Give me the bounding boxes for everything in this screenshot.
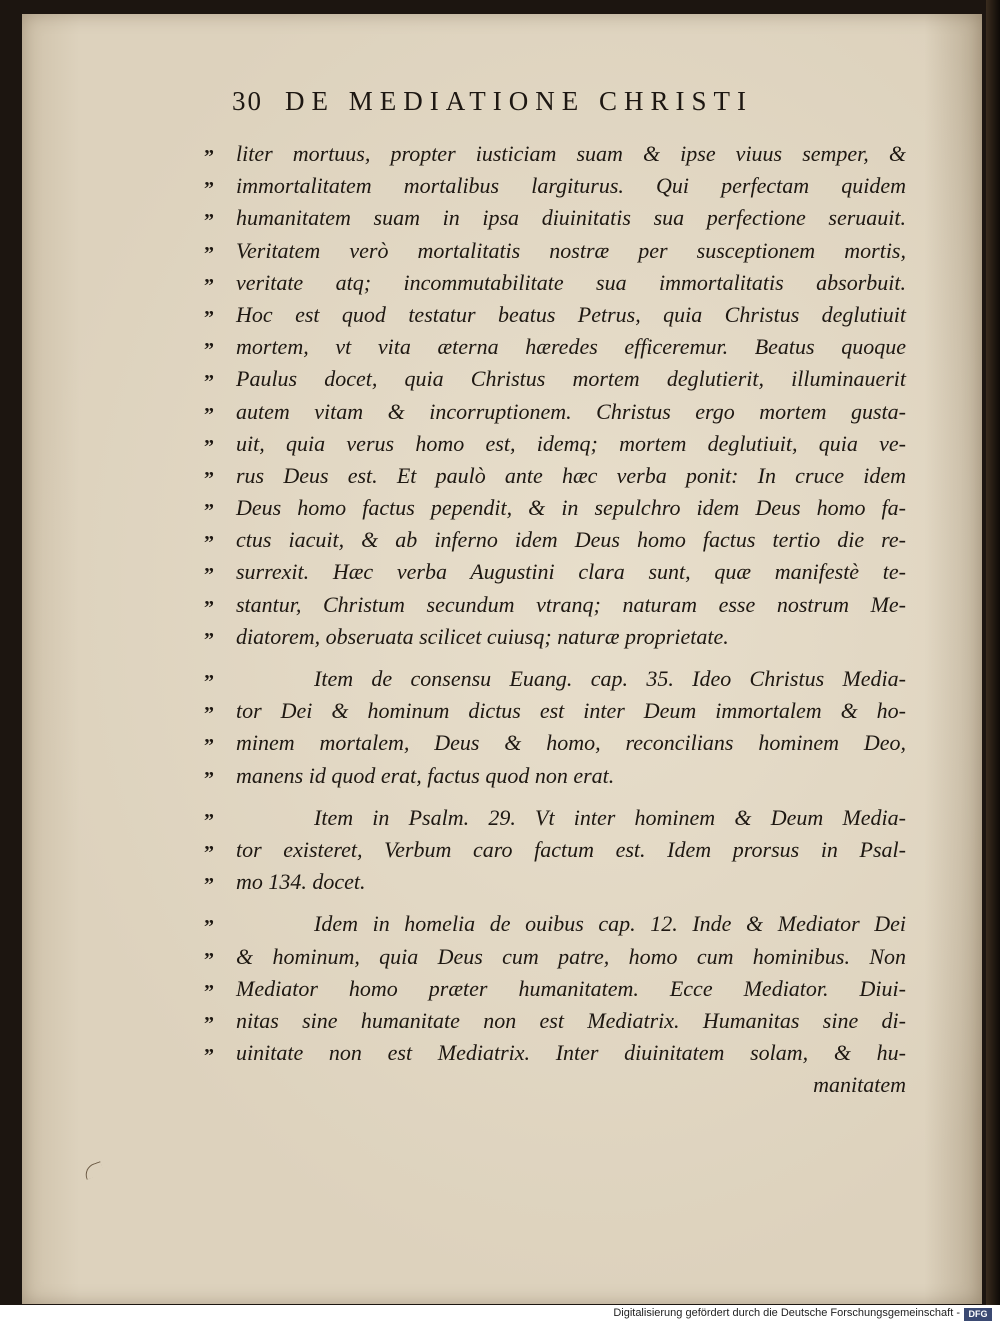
quote-mark: ” [204,628,214,651]
quote-mark: ” [204,1012,214,1035]
text-line: uit, quia verus homo est, idemq; mortem deglutiuit, quia ve- [236,430,906,456]
text-line: nitas sine humanitate non est Mediatrix. Humanitas sine di- [236,1007,906,1033]
body-text [236,138,906,1101]
text-line: tor Dei & hominum dictus est inter Deum immortalem & ho- [236,698,906,724]
paragraph-start-line: Item in Psalm. 29. Vt inter hominem & Deum Media- [314,804,906,830]
quote-mark: ” [204,767,214,790]
paragraph-start-line: Idem in homelia de ouibus cap. 12. Inde & Mediator Dei [314,911,906,937]
text-line: tor existeret, Verbum caro factum est. Idem prorsus in Psal- [236,836,906,862]
page-edge-shadow [986,0,1000,1305]
quote-mark: ” [204,178,214,201]
quote-mark: ” [204,1045,214,1068]
running-head [232,86,753,117]
text-line: minem mortalem, Deus & homo, reconcilians hominem Deo, [236,730,906,756]
quote-mark: ” [204,564,214,587]
quote-mark: ” [204,467,214,490]
quote-mark: ” [204,500,214,523]
text-line: Paulus docet, quia Christus mortem deglutierit, illuminauerit [236,366,906,392]
quote-mark: ” [204,948,214,971]
quote-mark: ” [204,735,214,758]
quote-mark: ” [204,210,214,233]
funding-credit: Digitalisierung gefördert durch die Deutsche Forschungsgemeinschaft - [613,1307,960,1319]
quote-mark: ” [204,371,214,394]
text-line: mo 134. docet. [236,869,366,895]
text-line: & hominum, quia Deus cum patre, homo cum hominibus. Non [236,943,906,969]
quote-mark: ” [204,146,214,168]
text-line: Hoc est quod testatur beatus Petrus, quia Christus deglutiuit [236,301,906,327]
text-line: uinitate non est Mediatrix. Inter diuinitatem solam, & hu- [236,1040,906,1066]
text-line: liter mortuus, propter iusticiam suam & ipse viuus semper, & [236,141,906,166]
dfg-logo: DFG [964,1308,992,1321]
quote-mark: ” [204,874,214,897]
text-line: Veritatem verò mortalitatis nostræ per susceptionem mortis, [236,237,906,263]
text-line: mortem, vt vita æterna hæredes efficeremur. Beatus quoque [236,334,906,360]
text-line: humanitatem suam in ipsa diuinitatis sua perfectione seruauit. [236,205,906,231]
text-line: autem vitam & incorruptionem. Christus ergo mortem gusta- [236,398,906,424]
quote-mark: ” [204,841,214,864]
quote-mark: ” [204,306,214,329]
text-line: surrexit. Hæc verba Augustini clara sunt, quæ manifestè te- [236,559,906,585]
quote-mark: ” [204,435,214,458]
quote-mark: ” [204,596,214,619]
quote-mark: ” [204,703,214,726]
quote-mark: ” [204,242,214,265]
paragraph-start-line: Item de consensu Euang. cap. 35. Ideo Christus Media- [314,666,906,691]
text-line: ctus iacuit, & ab inferno idem Deus homo factus tertio die re- [236,527,906,553]
quote-mark: ” [204,403,214,426]
text-line: manens id quod erat, factus quod non erat. [236,762,615,788]
text-line: immortalitatem mortalibus largiturus. Qui perfectam quidem [236,173,906,199]
page-number: 30 [232,86,263,116]
footer-bar [0,1305,1000,1325]
text-line: rus Deus est. Et paulò ante hæc verba ponit: In cruce idem [236,462,906,488]
quote-mark: ” [204,274,214,297]
quote-mark: ” [204,671,214,693]
quote-mark: ” [204,809,214,832]
quotation-marks-margin [204,138,234,1069]
text-line: diatorem, obseruata scilicet cuiusq; naturæ proprietate. [236,623,729,649]
catchword: manitatem [813,1072,906,1098]
text-line: Mediator homo præter humanitatem. Ecce Mediator. Diui- [236,975,906,1001]
quote-mark: ” [204,980,214,1003]
running-head-title: DE MEDIATIONE CHRISTI [285,86,753,116]
text-line: stantur, Christum secundum vtranq; naturam esse nostrum Me- [236,591,906,617]
quote-mark: ” [204,339,214,362]
text-line: Deus homo factus pependit, & in sepulchro idem Deus homo fa- [236,495,906,521]
page-mark-decoration [82,1161,104,1180]
quote-mark: ” [204,916,214,939]
text-line: veritate atq; incommutabilitate sua immortalitatis absorbuit. [236,269,906,295]
quote-mark: ” [204,532,214,555]
